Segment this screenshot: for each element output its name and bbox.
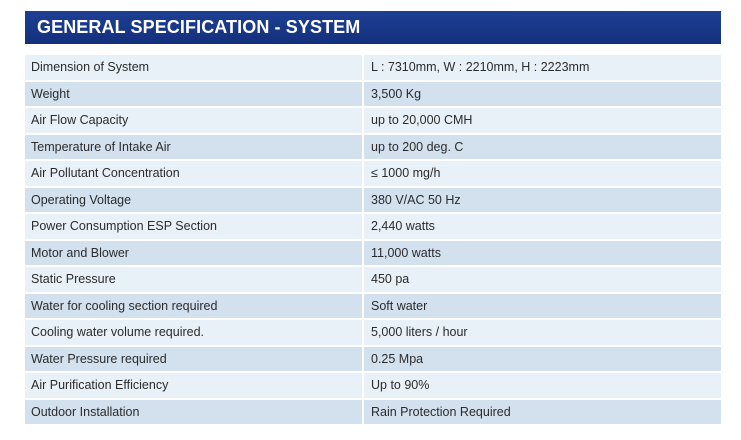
- spec-value: L : 7310mm, W : 2210mm, H : 2223mm: [364, 55, 721, 80]
- spec-label: Motor and Blower: [25, 241, 364, 266]
- table-row: [25, 400, 721, 425]
- table-row: [25, 135, 721, 160]
- table-row: [25, 241, 721, 266]
- spec-value: 3,500 Kg: [364, 82, 721, 107]
- spec-label: Outdoor Installation: [25, 400, 364, 425]
- spec-label: Temperature of Intake Air: [25, 135, 364, 160]
- spec-label: Air Purification Efficiency: [25, 373, 364, 398]
- spec-value: ≤ 1000 mg/h: [364, 161, 721, 186]
- spec-value: up to 200 deg. C: [364, 135, 721, 160]
- spec-value: 0.25 Mpa: [364, 347, 721, 372]
- spec-label: Water Pressure required: [25, 347, 364, 372]
- spec-value: up to 20,000 CMH: [364, 108, 721, 133]
- spec-label: Operating Voltage: [25, 188, 364, 213]
- spec-panel: [25, 11, 721, 426]
- spec-label: Dimension of System: [25, 55, 364, 80]
- page-title: GENERAL SPECIFICATION - SYSTEM: [37, 17, 361, 37]
- table-row: [25, 373, 721, 398]
- spec-label: Static Pressure: [25, 267, 364, 292]
- spec-value: Up to 90%: [364, 373, 721, 398]
- spec-label: Air Flow Capacity: [25, 108, 364, 133]
- spec-value: 450 pa: [364, 267, 721, 292]
- table-row: [25, 188, 721, 213]
- table-row: [25, 82, 721, 107]
- spec-value: Soft water: [364, 294, 721, 319]
- spec-label: Weight: [25, 82, 364, 107]
- table-row: [25, 214, 721, 239]
- spec-value: 11,000 watts: [364, 241, 721, 266]
- spec-header: [25, 11, 721, 44]
- spec-label: Power Consumption ESP Section: [25, 214, 364, 239]
- table-row: [25, 294, 721, 319]
- spec-value: 380 V/AC 50 Hz: [364, 188, 721, 213]
- spec-label: Water for cooling section required: [25, 294, 364, 319]
- spec-table: [25, 53, 721, 426]
- table-row: [25, 55, 721, 80]
- table-row: [25, 161, 721, 186]
- table-row: [25, 267, 721, 292]
- spec-value: 2,440 watts: [364, 214, 721, 239]
- spec-label: Cooling water volume required.: [25, 320, 364, 345]
- table-row: [25, 320, 721, 345]
- table-row: [25, 108, 721, 133]
- spec-table-body: [25, 55, 721, 424]
- spec-value: 5,000 liters / hour: [364, 320, 721, 345]
- table-row: [25, 347, 721, 372]
- spec-label: Air Pollutant Concentration: [25, 161, 364, 186]
- spec-value: Rain Protection Required: [364, 400, 721, 425]
